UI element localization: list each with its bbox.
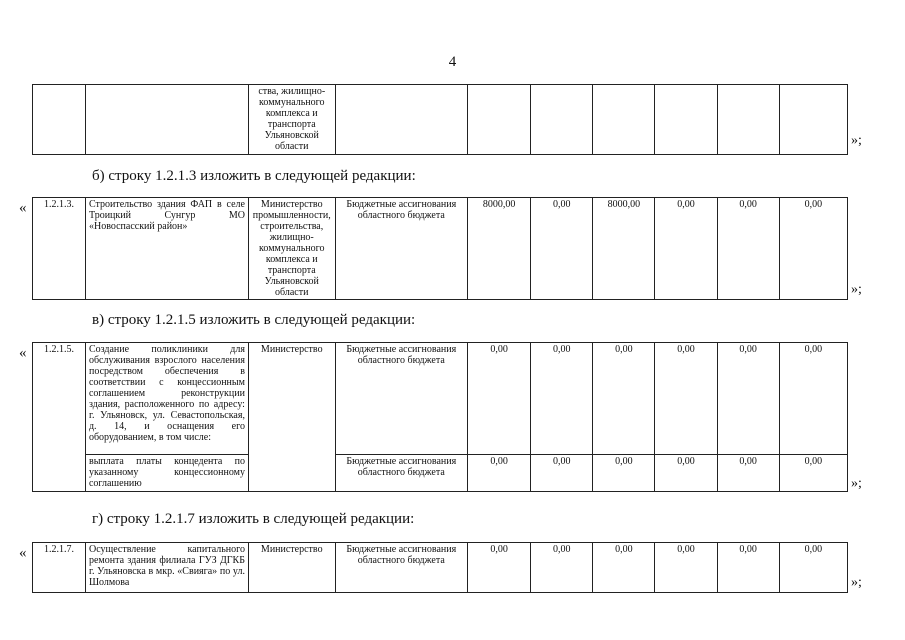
cell-value: 0,00	[593, 455, 655, 492]
cell-value: 0,00	[655, 543, 717, 593]
table-row	[33, 343, 848, 455]
row-table-1-2-1-3	[32, 197, 848, 300]
cell-executor: Министерство промышленности, строительства, жилищно-коммунального комплекса и транспорта Ульяновской области	[248, 198, 335, 300]
row-table-1-2-1-7	[32, 542, 848, 593]
cell-num: 1.2.1.3.	[33, 198, 86, 300]
cell-value: 0,00	[467, 455, 530, 492]
closing-quote: »;	[851, 476, 862, 491]
opening-quote: «	[19, 200, 27, 216]
table-row	[33, 85, 848, 155]
row-table-1-2-1-5	[32, 342, 848, 492]
cell-value: 0,00	[717, 543, 779, 593]
cell-value	[531, 85, 593, 155]
cell-value: 0,00	[593, 543, 655, 593]
cell-value: 0,00	[779, 198, 847, 300]
closing-quote: »;	[851, 575, 862, 590]
cell-value: 0,00	[717, 455, 779, 492]
opening-quote: «	[19, 545, 27, 561]
cell-value: 0,00	[779, 343, 847, 455]
cell-value: 8000,00	[467, 198, 530, 300]
cell-name	[85, 85, 248, 155]
cell-value: 0,00	[779, 543, 847, 593]
cell-value: 0,00	[467, 343, 530, 455]
cell-value: 0,00	[779, 455, 847, 492]
cell-value: 0,00	[717, 343, 779, 455]
cell-source: Бюджетные ассигнования областного бюджета	[335, 343, 467, 455]
continuation-table	[32, 84, 848, 155]
cell-value: 0,00	[531, 543, 593, 593]
cell-value: 0,00	[655, 455, 717, 492]
cell-value: 0,00	[467, 543, 530, 593]
cell-num: 1.2.1.7.	[33, 543, 86, 593]
page-number: 4	[448, 54, 457, 70]
cell-source	[335, 85, 467, 155]
cell-value: 0,00	[717, 198, 779, 300]
cell-executor: Министерство	[248, 343, 335, 492]
cell-num	[33, 85, 86, 155]
cell-source: Бюджетные ассигнования областного бюджета	[335, 543, 467, 593]
cell-value: 0,00	[531, 455, 593, 492]
cell-source: Бюджетные ассигнования областного бюджета	[335, 198, 467, 300]
table-row	[33, 198, 848, 300]
cell-value: 8000,00	[593, 198, 655, 300]
cell-name: Создание поликлиники для обслуживания взрослого населения посредством обеспечения в соответствии с концессионным соглашением реконструкции здания, расположенного по адресу: г. Ульяновск, ул. Севастопольская, д. 14, и оснащения его оборудованием, в том числе:	[85, 343, 248, 455]
cell-name: Осуществление капитального ремонта здания филиала ГУЗ ДГКБ г. Ульяновска в мкр. «Свияга» по ул. Шолмова	[85, 543, 248, 593]
section-heading: в) строку 1.2.1.5 изложить в следующей редакции:	[92, 312, 416, 328]
cell-value	[717, 85, 779, 155]
cell-value: 0,00	[531, 198, 593, 300]
cell-num: 1.2.1.5.	[33, 343, 86, 492]
cell-value	[593, 85, 655, 155]
cell-value	[655, 85, 717, 155]
opening-quote: «	[19, 345, 27, 361]
closing-quote: »;	[851, 282, 862, 297]
cell-name: Строительство здания ФАП в селе Троицкий Сунгур МО «Новоспасский район»	[85, 198, 248, 300]
cell-value: 0,00	[593, 343, 655, 455]
cell-executor: ства, жилищно- коммунального комплекса и транспорта Ульяновской области	[248, 85, 335, 155]
cell-value	[779, 85, 847, 155]
cell-source: Бюджетные ассигнования областного бюджета	[335, 455, 467, 492]
cell-value: 0,00	[531, 343, 593, 455]
section-heading: б) строку 1.2.1.3 изложить в следующей редакции:	[92, 168, 416, 184]
cell-name: выплата платы концедента по указанному концессионному соглашению	[85, 455, 248, 492]
cell-value: 0,00	[655, 343, 717, 455]
table-subrow	[33, 455, 848, 492]
cell-value: 0,00	[655, 198, 717, 300]
section-heading: г) строку 1.2.1.7 изложить в следующей редакции:	[92, 511, 415, 527]
table-row	[33, 543, 848, 593]
closing-quote: »;	[851, 133, 862, 148]
cell-executor: Министерство	[248, 543, 335, 593]
cell-value	[467, 85, 530, 155]
